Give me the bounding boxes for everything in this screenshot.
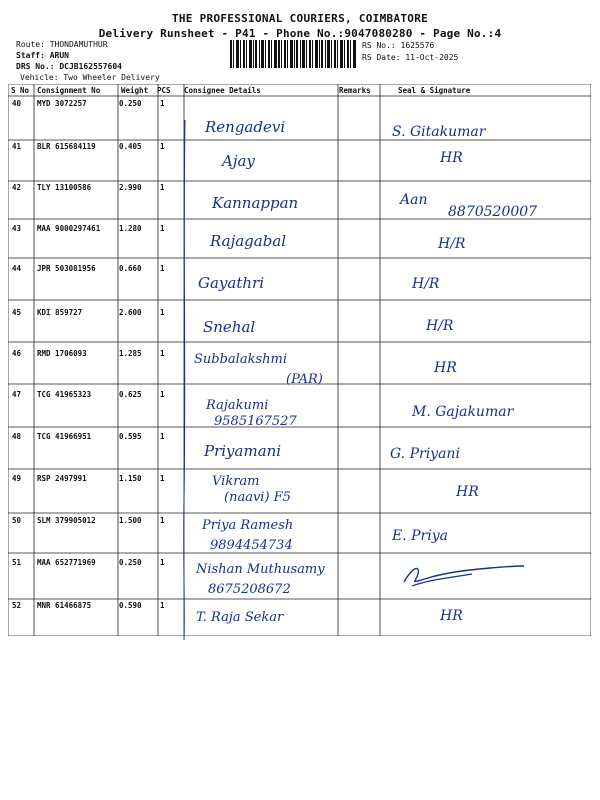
consignee-handwriting: Kannappan — [212, 194, 299, 212]
row-weight: 0.660 — [119, 264, 142, 273]
col-weight-header: Weight — [121, 86, 149, 95]
row-pcs: 1 — [160, 183, 165, 192]
row-weight: 1.500 — [119, 516, 142, 525]
row-weight: 0.625 — [119, 390, 142, 399]
runsheet-title: Delivery Runsheet - P41 - Phone No.:9047080280 - Page No.:4 — [98, 27, 502, 40]
row-sno: 51 — [12, 558, 22, 567]
consignee-handwriting: Snehal — [203, 318, 256, 336]
signature-scribble — [398, 560, 528, 590]
row-sno: 49 — [12, 474, 22, 483]
col-seal-header: Seal & Signature — [398, 86, 471, 95]
row-pcs: 1 — [160, 558, 165, 567]
signature-handwriting: H/R — [426, 318, 454, 334]
row-consignment: TCG 41965323 — [37, 390, 92, 399]
row-pcs: 1 — [160, 142, 165, 151]
row-consignment: RMD 1706093 — [37, 349, 87, 358]
row-weight: 0.590 — [119, 601, 142, 610]
signature-handwriting: M. Gajakumar — [412, 404, 514, 420]
row-sno: 43 — [12, 224, 22, 233]
drs-label: DRS No.: DCJB162557604 — [16, 62, 122, 71]
col-pcs-header: PCS — [157, 86, 171, 95]
col-consignee-header: Consignee Details — [184, 86, 261, 95]
consignee-handwriting: Vikram — [212, 474, 260, 489]
consignee-handwriting: Gayathri — [198, 274, 264, 292]
consignee-handwriting: Rajagabal — [210, 232, 287, 250]
row-consignment: BLR 615684119 — [37, 142, 96, 151]
consignee-handwriting: 9585167527 — [214, 414, 297, 429]
row-sno: 42 — [12, 183, 22, 192]
row-pcs: 1 — [160, 432, 165, 441]
signature-handwriting: HR — [440, 150, 463, 166]
consignee-handwriting: (PAR) — [286, 372, 323, 387]
staff-label: Staff: ARUN — [16, 51, 69, 60]
row-weight: 2.600 — [119, 308, 142, 317]
route-label: Route: THONDAMUTHUR — [16, 40, 108, 49]
consignee-handwriting: 9894454734 — [210, 538, 293, 553]
row-weight: 1.280 — [119, 224, 142, 233]
consignee-handwriting: Rajakumi — [206, 398, 269, 413]
signature-handwriting: 8870520007 — [448, 204, 538, 220]
row-sno: 48 — [12, 432, 22, 441]
consignee-handwriting: (naavi) F5 — [224, 490, 291, 505]
row-sno: 41 — [12, 142, 22, 151]
consignee-margin-stroke — [180, 120, 190, 640]
row-consignment: TCG 41966951 — [37, 432, 92, 441]
row-consignment: MAA 9000297461 — [37, 224, 101, 233]
consignee-handwriting: Ajay — [222, 152, 255, 170]
col-consignment-header: Consignment No — [37, 86, 101, 95]
row-pcs: 1 — [160, 474, 165, 483]
row-pcs: 1 — [160, 308, 165, 317]
consignee-handwriting: Priyamani — [204, 442, 282, 460]
row-sno: 44 — [12, 264, 22, 273]
row-sno: 50 — [12, 516, 22, 525]
row-weight: 0.250 — [119, 99, 142, 108]
row-consignment: MAA 652771969 — [37, 558, 96, 567]
row-consignment: MNR 61466875 — [37, 601, 92, 610]
consignee-handwriting: Nishan Muthusamy — [196, 562, 325, 577]
row-sno: 40 — [12, 99, 22, 108]
signature-handwriting: HR — [440, 608, 463, 624]
row-sno: 45 — [12, 308, 22, 317]
rs-number: RS No.: 1625576 — [362, 41, 435, 50]
row-consignment: MYD 3072257 — [37, 99, 87, 108]
company-title: THE PROFESSIONAL COURIERS, COIMBATORE — [171, 12, 429, 25]
row-pcs: 1 — [160, 264, 165, 273]
row-pcs: 1 — [160, 99, 165, 108]
signature-handwriting: S. Gitakumar — [392, 124, 486, 140]
row-consignment: TLY 13100586 — [37, 183, 92, 192]
consignee-handwriting: 8675208672 — [208, 582, 291, 597]
signature-handwriting: Aan — [400, 192, 428, 208]
col-remarks-header: Remarks — [339, 86, 371, 95]
row-consignment: RSP 2497991 — [37, 474, 87, 483]
row-weight: 2.990 — [119, 183, 142, 192]
signature-handwriting: H/R — [412, 276, 440, 292]
row-pcs: 1 — [160, 390, 165, 399]
row-consignment: SLM 379905012 — [37, 516, 96, 525]
vehicle-label: Vehicle: Two Wheeler Delivery — [20, 73, 160, 82]
row-sno: 52 — [12, 601, 22, 610]
row-weight: 0.405 — [119, 142, 142, 151]
consignee-handwriting: Rengadevi — [205, 118, 286, 136]
runsheet-table-grid — [8, 84, 591, 636]
row-sno: 46 — [12, 349, 22, 358]
signature-handwriting: G. Priyani — [390, 446, 460, 462]
row-weight: 0.250 — [119, 558, 142, 567]
row-weight: 1.150 — [119, 474, 142, 483]
row-sno: 47 — [12, 390, 22, 399]
signature-handwriting: HR — [456, 484, 479, 500]
signature-handwriting: HR — [434, 360, 457, 376]
consignee-handwriting: Subbalakshmi — [194, 352, 287, 367]
col-sno-header: S No — [11, 86, 30, 95]
row-consignment: JPR 503081956 — [37, 264, 96, 273]
consignee-handwriting: T. Raja Sekar — [196, 610, 284, 625]
signature-handwriting: H/R — [438, 236, 466, 252]
rs-date: RS Date: 11-Oct-2025 — [362, 53, 459, 62]
signature-handwriting: E. Priya — [392, 528, 448, 544]
row-pcs: 1 — [160, 224, 165, 233]
row-pcs: 1 — [160, 516, 165, 525]
barcode — [230, 40, 356, 68]
row-weight: 0.595 — [119, 432, 142, 441]
row-weight: 1.285 — [119, 349, 142, 358]
row-pcs: 1 — [160, 601, 165, 610]
consignee-handwriting: Priya Ramesh — [202, 518, 294, 533]
row-pcs: 1 — [160, 349, 165, 358]
row-consignment: KDI 859727 — [37, 308, 83, 317]
